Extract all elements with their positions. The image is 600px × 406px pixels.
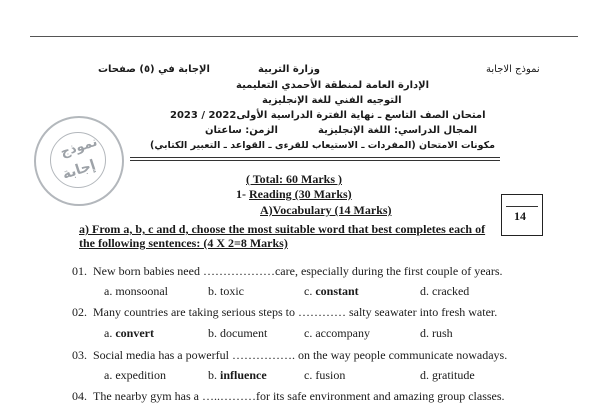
q3-option-b: b. influence <box>208 368 267 382</box>
ministry-name: وزارة التربية <box>258 64 320 75</box>
instruction-line-2: the following sentences: (4 X 2=8 Marks) <box>79 236 288 250</box>
q3-option-d: d. gratitude <box>420 368 475 382</box>
q1-option-b: b. toxic <box>208 284 244 298</box>
header-divider-bottom <box>130 160 500 161</box>
official-stamp <box>34 116 124 206</box>
answers-pages-note: الإجابة في (٥) صفحات <box>98 64 210 75</box>
instruction-line-1: a) From a, b, c and d, choose the most suitable word that best completes each of <box>79 222 486 236</box>
total-marks-text: ( Total: 60 Marks ) <box>246 172 342 186</box>
question-4-number: 04. <box>72 389 87 403</box>
total-marks <box>246 172 342 187</box>
time-field: الزمن: ساعتان <box>205 125 278 136</box>
q1-option-a: a. monsoonal <box>104 284 168 298</box>
vocabulary-heading: A)Vocabulary (14 Marks) <box>260 203 392 217</box>
question-3 <box>72 348 507 363</box>
q2-option-d: d. rush <box>420 326 453 340</box>
question-1 <box>72 264 503 279</box>
supervision-name: التوجيه الفني للغة الإنجليزية <box>262 95 402 106</box>
part-heading <box>236 187 352 202</box>
model-answer-label: نموذج الاجابة <box>486 64 540 75</box>
score-value: 14 <box>514 209 526 223</box>
subject-field: المجال الدراسي: اللغة الإنجليزية <box>318 125 478 136</box>
question-1-number: 01. <box>72 264 87 278</box>
question-2-number: 02. <box>72 305 87 319</box>
q3-option-a: a. expedition <box>104 368 166 382</box>
directorate-name: الإدارة العامة لمنطقة الأحمدي التعليمية <box>236 80 430 91</box>
question-1-text: New born babies need ………………care, especially during the first couple of years. <box>93 264 503 278</box>
stamp-text-line1: نموذج <box>58 134 100 161</box>
q2-option-a: a. convert <box>104 326 154 340</box>
score-box-line <box>506 206 538 207</box>
question-4-text: The nearby gym has a …..………for its safe environment and amazing group classes. <box>93 389 505 403</box>
q2-option-c: c. accompany <box>304 326 370 340</box>
q1-option-c: c. constant <box>304 284 359 298</box>
q1-option-d: d. cracked <box>420 284 470 298</box>
stamp-text-line2: إجابة <box>60 157 98 183</box>
question-3-number: 03. <box>72 348 87 362</box>
question-4 <box>72 389 505 404</box>
part-title: Reading (30 Marks) <box>249 187 352 201</box>
question-2-text: Many countries are taking serious steps to ………… salty seawater into fresh water. <box>93 305 498 319</box>
score-box <box>501 194 543 236</box>
question-2 <box>72 305 497 320</box>
q3-option-c: c. fusion <box>304 368 346 382</box>
part-number: 1- <box>236 187 249 201</box>
q2-option-b: b. document <box>208 326 268 340</box>
question-3-text: Social media has a powerful ……………. on the way people communicate nowadays. <box>93 348 508 362</box>
header-divider-top <box>130 157 500 158</box>
exam-components: مكونات الامتحان (المفردات ـ الاستيعاب للقرءى ـ القواعد ـ التعبير الكتابي) <box>150 140 495 151</box>
page-top-border <box>30 36 578 37</box>
exam-title: امتحان الصف التاسع ـ نهاية الفترة الدراسية الأولى2022 / 2023 <box>170 110 486 121</box>
